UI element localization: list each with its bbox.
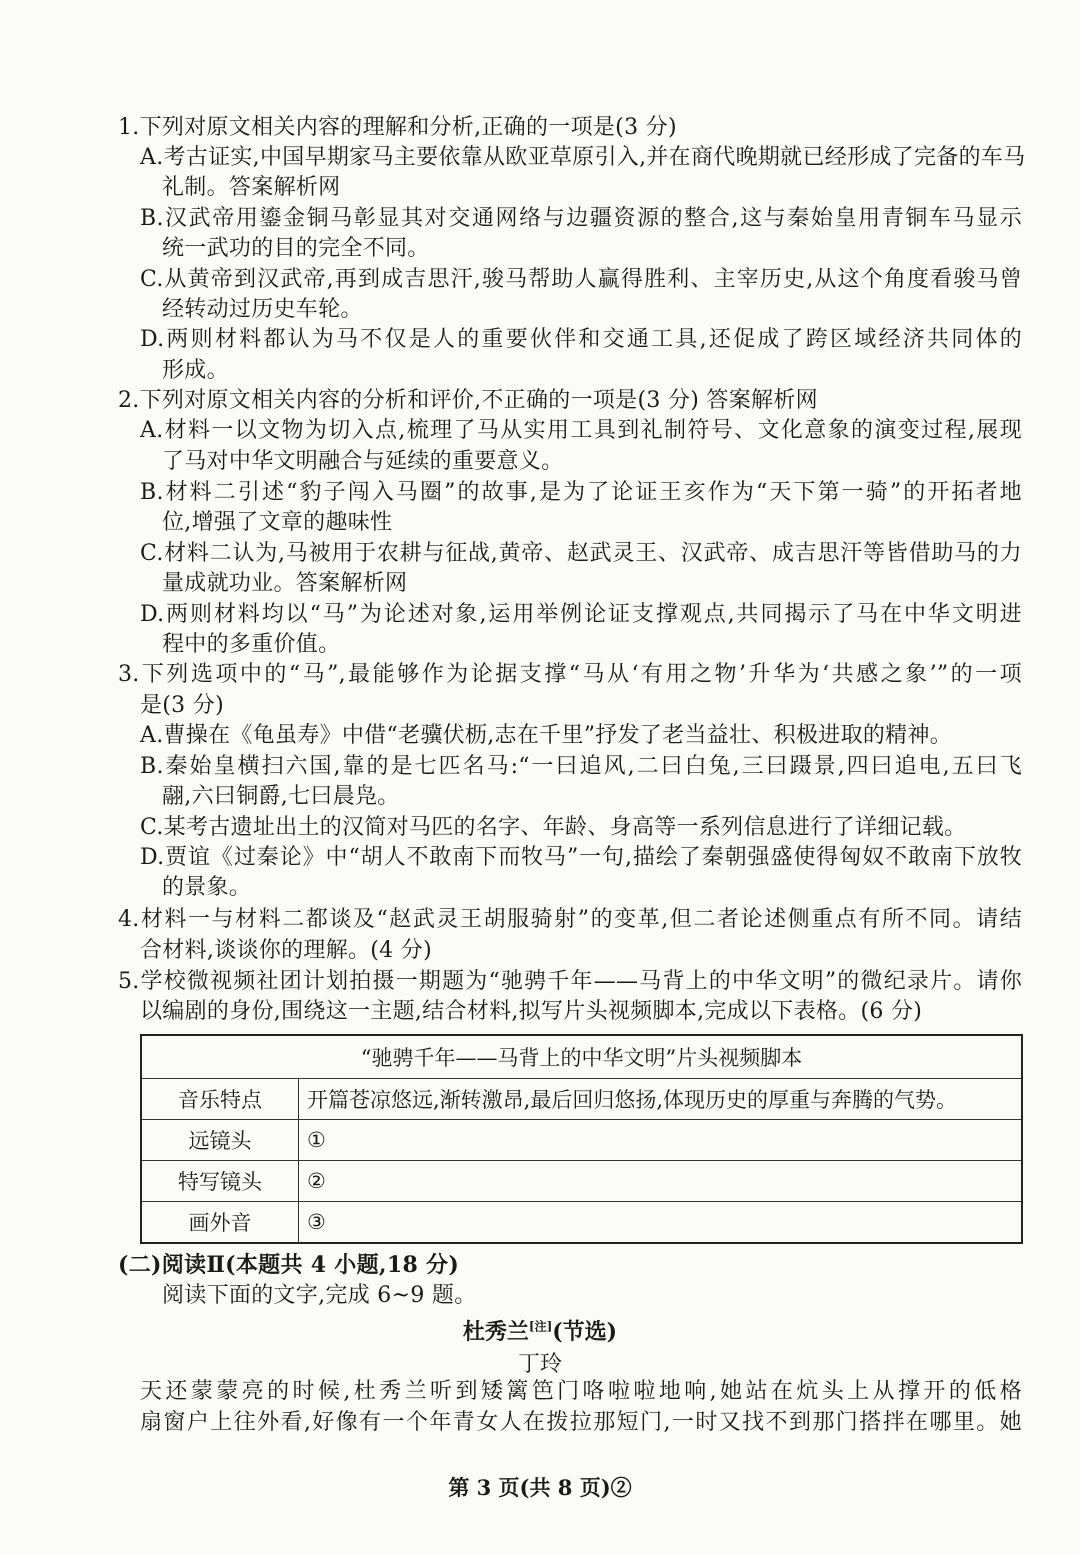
table-row — [141, 1161, 1022, 1202]
q2-option-a-line2: 了马对中华文明融合与延续的重要意义。 — [162, 449, 564, 474]
q2-option-b-line2: 位,增强了文章的趣味性 — [162, 510, 393, 535]
q1-option-d-line1: D.两则材料都认为马不仅是人的重要伙伴和交通工具,还促成了跨区域经济共同体的 — [140, 327, 1022, 352]
story-author: 丁玲 — [517, 1352, 562, 1377]
question-4-line2: 合材料,谈谈你的理解。(4 分) — [140, 938, 432, 963]
table-row — [141, 1202, 1022, 1244]
row-label-long-shot: 远镜头 — [141, 1120, 299, 1161]
q2-option-b-line1: B.材料二引述“豹子闯入马圈”的故事,是为了论证王亥作为“天下第一骑”的开拓者地 — [140, 480, 1022, 505]
question-2-stem: 2.下列对原文相关内容的分析和评价,不正确的一项是(3 分) 答案解析网 — [118, 388, 818, 413]
q3-option-c: C.某考古遗址出土的汉简对马匹的名字、年龄、身高等一系列信息进行了详细记载。 — [140, 815, 967, 840]
story-title — [0, 1315, 1080, 1346]
q3-option-d-line1: D.贾谊《过秦论》中“胡人不敢南下而牧马”一句,描绘了秦朝强盛使得匈奴不敢南下放牧 — [140, 845, 1022, 870]
q1-option-c-line1: C.从黄帝到汉武帝,再到成吉思汗,骏马帮助人赢得胜利、主宰历史,从这个角度看骏马曾 — [140, 267, 1022, 292]
row-label-close-up: 特写镜头 — [141, 1161, 299, 1202]
q1-option-c-line2: 经转动过历史车轮。 — [162, 297, 363, 322]
q1-option-a-line2: 礼制。答案解析网 — [162, 175, 341, 200]
story-title-text: 杜秀兰 — [462, 1319, 529, 1345]
row-value-long-shot: ① — [299, 1120, 1023, 1161]
question-1-stem: 1.下列对原文相关内容的理解和分析,正确的一项是(3 分) — [118, 115, 677, 140]
q2-option-c-line1: C.材料二认为,马被用于农耕与征战,黄帝、赵武灵王、汉武帝、成吉思汗等皆借助马的力 — [140, 541, 1022, 566]
q2-option-d-line2: 程中的多重价值。 — [162, 632, 341, 657]
q3-option-d-line2: 的景象。 — [162, 875, 252, 900]
q1-option-a-line1: A.考古证实,中国早期家马主要依靠从欧亚草原引入,并在商代晚期就已经形成了完备的车马 — [140, 145, 1026, 170]
story-paragraph-line2: 扇窗户上往外看,好像有一个年青女人在拨拉那短门,一时又找不到那门搭拌在哪里。她 — [140, 1410, 1022, 1435]
q1-option-d-line2: 形成。 — [162, 358, 229, 383]
table-title: “驰骋千年——马背上的中华文明”片头视频脚本 — [141, 1035, 1022, 1079]
section-2-instruction: 阅读下面的文字,完成 6~9 题。 — [162, 1283, 477, 1308]
row-value-music: 开篇苍凉悠远,渐转激昂,最后回归悠扬,体现历史的厚重与奔腾的气势。 — [299, 1079, 1023, 1120]
question-3-stem-line2: 是(3 分) — [140, 693, 224, 718]
question-5-line2: 以编剧的身份,围绕这一主题,结合材料,拟写片头视频脚本,完成以下表格。(6 分) — [140, 999, 923, 1024]
q2-option-d-line1: D.两则材料均以“马”为论述对象,运用举例论证支撑观点,共同揭示了马在中华文明进 — [140, 602, 1022, 627]
q2-option-a-line1: A.材料一以文物为切入点,梳理了马从实用工具到礼制符号、文化意象的演变过程,展现 — [140, 418, 1022, 443]
q1-option-b-line2: 统一武功的目的完全不同。 — [162, 236, 430, 261]
story-paragraph-line1: 天还蒙蒙亮的时候,杜秀兰听到矮篱笆门咯啦啦地响,她站在炕头上从撑开的低格 — [140, 1379, 1022, 1404]
row-label-music: 音乐特点 — [141, 1079, 299, 1120]
q3-option-b-line2: 翮,六曰铜爵,七曰晨凫。 — [162, 784, 400, 809]
page-footer: 第 3 页(共 8 页)② — [448, 1475, 632, 1500]
q3-option-b-line1: B.秦始皇横扫六国,靠的是七匹名马:“一曰追风,二曰白兔,三曰蹑景,四曰追电,五曰飞 — [140, 754, 1022, 779]
section-2-heading: (二)阅读Ⅱ(本题共 4 小题,18 分) — [118, 1252, 460, 1278]
row-value-voiceover: ③ — [299, 1202, 1023, 1244]
table-row — [141, 1120, 1022, 1161]
story-note-mark[interactable]: [注] — [528, 1319, 553, 1334]
question-5-line1: 5.学校微视频社团计划拍摄一期题为“驰骋千年——马背上的中华文明”的微纪录片。请你 — [118, 969, 1022, 994]
q3-option-a: A.曹操在《龟虽寿》中借“老骥伏枥,志在千里”抒发了老当益壮、积极进取的精神。 — [140, 723, 953, 748]
table-row — [141, 1079, 1022, 1120]
q2-option-c-line2: 量成就功业。答案解析网 — [162, 571, 408, 596]
q1-option-b-line1: B.汉武帝用鎏金铜马彰显其对交通网络与边疆资源的整合,这与秦始皇用青铜车马显示 — [140, 206, 1022, 231]
video-script-table — [140, 1034, 1023, 1244]
row-value-close-up: ② — [299, 1161, 1023, 1202]
question-3-stem-line1: 3.下列选项中的“马”,最能够作为论据支撑“马从‘有用之物’升华为‘共感之象’”的一项 — [118, 662, 1022, 687]
question-4-line1: 4.材料一与材料二都谈及“赵武灵王胡服骑射”的变革,但二者论述侧重点有所不同。请结 — [118, 907, 1022, 932]
row-label-voiceover: 画外音 — [141, 1202, 299, 1244]
story-subtitle: (节选) — [552, 1319, 618, 1345]
